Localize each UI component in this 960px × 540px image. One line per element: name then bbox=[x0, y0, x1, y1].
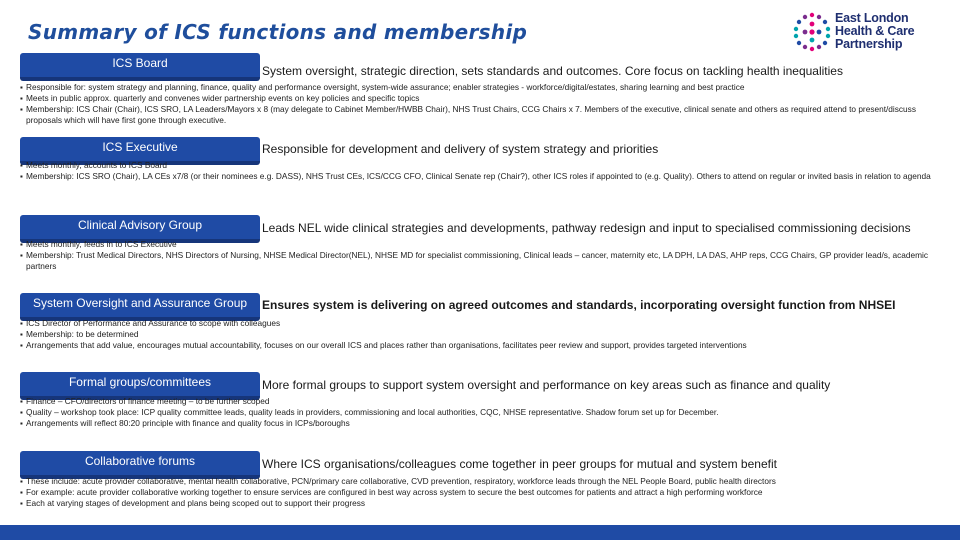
section-summary: Leads NEL wide clinical strategies and developments, pathway redesign and input to specialised commissioning decisions bbox=[262, 221, 911, 235]
bullet-list bbox=[20, 160, 940, 182]
bullet-item: ▪ Arrangements that add value, encourages mutual accountability, focuses on our overall ICS and places rather than organisations, facilitates peer review and support, provides targeted interventions bbox=[20, 340, 940, 351]
section-label-pill: System Oversight and Assurance Group bbox=[20, 293, 260, 321]
bullet-item: ▪ Membership: Trust Medical Directors, NHS Directors of Nursing, NHSE Medical Director(NEL), NHSE MD for specialist commissioning, Clinical leads – cancer, maternity etc, LA DPH, LA DAS, AHP reps, CCG Chairs, GP provider lead/s, academic partners bbox=[20, 250, 940, 272]
bullet-list bbox=[20, 396, 940, 429]
footer-bar bbox=[0, 525, 960, 540]
section-label-pill: ICS Executive bbox=[20, 137, 260, 165]
logo-text bbox=[835, 12, 914, 51]
bullet-list bbox=[20, 239, 940, 272]
bullet-item: ▪ These include: acute provider collaborative, mental health collaborative, PCN/primary care collaborative, CVD prevention, respiratory, workforce leads through the NEL People Board, public health directors bbox=[20, 476, 940, 487]
bullet-list bbox=[20, 318, 940, 351]
bullet-item: ▪ Meets monthly, accounts to ICS Board bbox=[20, 160, 940, 171]
partnership-dots-logo-icon bbox=[792, 12, 832, 52]
bullet-item: ▪ For example: acute provider collaborative working together to ensure services are configured in best way across system to secure the best outcomes for patients and attract a high performing workforce bbox=[20, 487, 940, 498]
logo-line: Partnership bbox=[835, 37, 903, 51]
section-summary: More formal groups to support system oversight and performance on key areas such as finance and quality bbox=[262, 378, 831, 392]
bullet-item: ▪ Membership: to be determined bbox=[20, 329, 940, 340]
bullet-item: ▪ Membership: ICS Chair (Chair), ICS SRO, LA Leaders/Mayors x 8 (may delegate to Cabinet Member/HWBB Chair), NHS Trust Chairs, CCG Chairs x 7. Members of the executive, clinical senate and others as required attend to present/discuss proposals which will have first gone through executive. bbox=[20, 104, 940, 126]
bullet-item: ▪ Each at varying stages of development and plans being scoped out to support their progress bbox=[20, 498, 940, 509]
logo-line: Health & Care bbox=[835, 24, 915, 38]
bullet-item: ▪ Meets in public approx. quarterly and convenes wider partnership events on key policies and specific topics bbox=[20, 93, 940, 104]
bullet-list bbox=[20, 82, 940, 126]
bullet-item: ▪ Meets monthly, feeds in to ICS Executive bbox=[20, 239, 940, 250]
section-label-pill: ICS Board bbox=[20, 53, 260, 81]
bullet-list bbox=[20, 476, 940, 509]
bullet-item: ▪ Membership: ICS SRO (Chair), LA CEs x7/8 (or their nominees e.g. DASS), NHS Trust CEs, ICS/CCG CFO, Clinical Senate rep (Chair?), other ICS roles if appointed to (e.g. Quality). Others to attend on regular or invited basis in relation to agenda bbox=[20, 171, 940, 182]
page-title: Summary of ICS functions and membership bbox=[28, 20, 528, 44]
bullet-item: ▪ Quality – workshop took place: ICP quality committee leads, quality leads in providers, commissioning and local authorities, CQC, NHSE representative. Shadow forum set up for December. bbox=[20, 407, 940, 418]
section-summary: Responsible for development and delivery of system strategy and priorities bbox=[262, 142, 659, 156]
section-label-pill: Clinical Advisory Group bbox=[20, 215, 260, 243]
section-label-pill: Collaborative forums bbox=[20, 451, 260, 479]
partnership-logo bbox=[792, 10, 942, 54]
bullet-item: ▪ Finance – CFO/directors of finance meeting – to be further scoped bbox=[20, 396, 940, 407]
bullet-item: ▪ Arrangements will reflect 80:20 principle with finance and quality focus in ICPs/boroughs bbox=[20, 418, 940, 429]
logo-line: East London bbox=[835, 11, 909, 25]
bullet-item: ▪ Responsible for: system strategy and planning, finance, quality and performance oversight, system-wide assurance; enabler strategies - workforce/digital/estates, sharing learning and best practice bbox=[20, 82, 940, 93]
section-summary: Ensures system is delivering on agreed outcomes and standards, incorporating oversight function from NHSEI bbox=[262, 298, 896, 312]
section-summary: System oversight, strategic direction, sets standards and outcomes. Core focus on tackling health inequalities bbox=[262, 64, 843, 78]
bullet-item: ▪ ICS Director of Performance and Assurance to scope with colleagues bbox=[20, 318, 940, 329]
section-label-pill: Formal groups/committees bbox=[20, 372, 260, 400]
section-summary: Where ICS organisations/colleagues come together in peer groups for mutual and system benefit bbox=[262, 457, 777, 471]
